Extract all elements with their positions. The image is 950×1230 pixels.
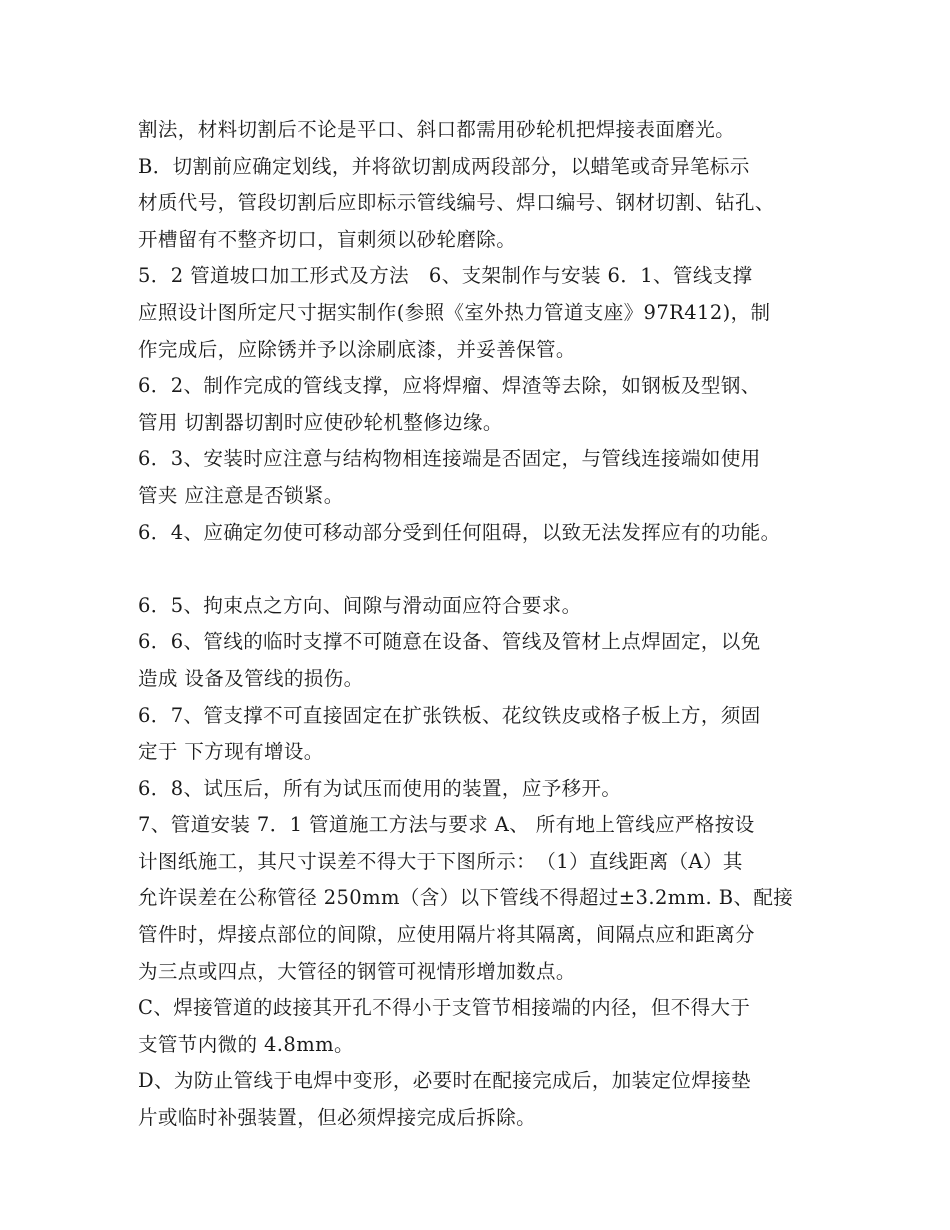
text-line: 6．8、试压后，所有为试压而使用的装置，应予移开。 xyxy=(138,776,622,800)
text-line: 6．5、拘束点之方向、间隙与滑动面应符合要求。 xyxy=(138,593,582,617)
text-line: 支管节内微的 4.8mm。 xyxy=(138,1032,354,1056)
text-line: 为三点或四点，大管径的钢管可视情形增加数点。 xyxy=(138,959,576,983)
text-line: 材质代号，管段切割后应即标示管线编号、焊口编号、钢材切割、钻孔、 xyxy=(138,191,775,215)
text-line: B．切割前应确定划线，并将欲切割成两段部分，以蜡笔或奇异笔标示 xyxy=(138,154,750,178)
text-line: 6．7、管支撑不可直接固定在扩张铁板、花纹铁皮或格子板上方，须固 xyxy=(138,703,761,727)
text-line: 6．2、制作完成的管线支撑，应将焊瘤、焊渣等去除，如钢板及型钢、 xyxy=(138,374,761,398)
text-line: 作完成后，应除锈并予以涂刷底漆，并妥善保管。 xyxy=(138,337,576,361)
text-line: 割法，材料切割后不论是平口、斜口都需用砂轮机把焊接表面磨光。 xyxy=(138,118,736,141)
text-line: 计图纸施工，其尺寸误差不得大于下图所示： （1）直线距离（A）其 xyxy=(138,849,743,873)
text-line: 应照设计图所定尺寸据实制作(参照《室外热力管道支座》97R412)，制 xyxy=(138,300,771,324)
document-body xyxy=(138,112,828,1137)
paragraph-gap xyxy=(138,551,828,588)
text-line: 6．6、管线的临时支撑不可随意在设备、管线及管材上点焊固定，以免 xyxy=(138,630,761,654)
text-line: 造成 设备及管线的损伤。 xyxy=(138,666,364,690)
text-line: 管夹 应注意是否锁紧。 xyxy=(138,483,344,507)
text-line: 7、管道安装 7．1 管道施工方法与要求 A、 所有地上管线应严格按设 xyxy=(138,813,755,837)
text-line: 管件时，焊接点部位的间隙，应使用隔片将其隔离，间隔点应和距离分 xyxy=(138,923,755,947)
text-line: 6．4、应确定勿使可移动部分受到任何阻碍，以致无法发挥应有的功能。 xyxy=(138,520,781,544)
text-line: 管用 切割器切割时应使砂轮机整修边缘。 xyxy=(138,410,503,434)
text-line: C、焊接管道的歧接其开孔不得小于支管节相接端的内径，但不得大于 xyxy=(138,996,751,1020)
text-line: 允许误差在公称管径 250mm（含）以下管线不得超过±3.2mm. B、配接 xyxy=(138,886,794,910)
text-line: 开槽留有不整齐切口，盲刺须以砂轮磨除。 xyxy=(138,227,517,251)
text-line: 定于 下方现有增设。 xyxy=(138,740,324,764)
text-line: 6．3、安装时应注意与结构物相连接端是否固定，与管线连接端如使用 xyxy=(138,447,761,471)
text-line: D、为防止管线于电焊中变形，必要时在配接完成后，加装定位焊接垫 xyxy=(138,1069,752,1093)
text-line: 5．2 管道坡口加工形式及方法 6、支架制作与安装 6．1、管线支撑 xyxy=(138,264,753,288)
text-line: 片或临时补强装置，但必须焊接完成后拆除。 xyxy=(138,1106,537,1130)
